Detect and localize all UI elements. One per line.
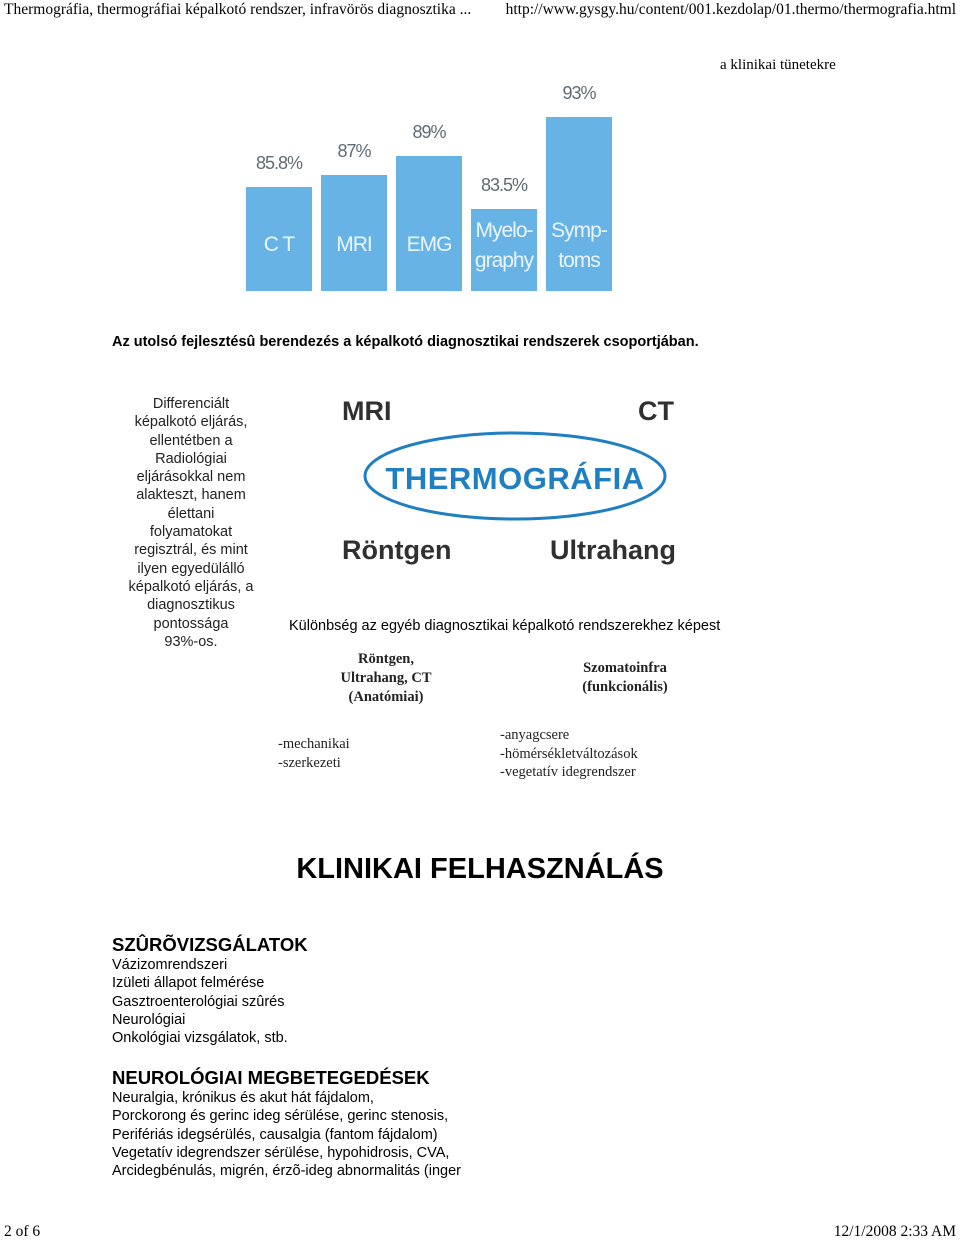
functional-heading-line: (funkcionális) bbox=[582, 679, 668, 695]
bar-category-label bbox=[471, 216, 537, 276]
screening-item: Gasztroenterológiai szûrés bbox=[112, 993, 285, 1010]
bar-category-label bbox=[246, 230, 312, 260]
functional-heading-line: Szomatoinfra bbox=[583, 660, 667, 676]
bar-category-label bbox=[546, 216, 612, 276]
description-line: 93%-os. bbox=[164, 633, 218, 650]
accuracy-bar-chart bbox=[244, 58, 610, 291]
screening-item: Onkológiai vizsgálatok, stb. bbox=[112, 1030, 288, 1047]
thermography-diagram bbox=[330, 390, 700, 580]
bar-category-label bbox=[321, 230, 387, 260]
bar-category-line: C T bbox=[263, 233, 295, 256]
neurological-item: Porckorong és gerinc ideg sérülése, gerinc stenosis, bbox=[112, 1108, 449, 1125]
bar-value-label: 87% bbox=[337, 141, 371, 162]
description-line: Differenciált bbox=[152, 396, 230, 412]
functional-item: -anyagcsere bbox=[500, 727, 570, 743]
screening-item: Neurológiai bbox=[112, 1011, 186, 1028]
anatomical-heading-line: Ultrahang, CT bbox=[340, 670, 432, 686]
anatomical-heading-line: Röntgen, bbox=[358, 651, 414, 667]
description-line: Radiológiai bbox=[155, 450, 227, 467]
description-line: regisztrál, és mint bbox=[134, 542, 248, 559]
functional-list bbox=[500, 726, 638, 782]
screening-item: Vázizomrendszeri bbox=[112, 957, 228, 973]
description-line: képalkotó eljárás, bbox=[134, 414, 248, 431]
bar bbox=[396, 156, 462, 291]
functional-heading bbox=[572, 659, 678, 697]
diagram-label-rontgen: Röntgen bbox=[342, 535, 452, 565]
description-line: eljárásokkal nem bbox=[136, 469, 246, 486]
bar-column bbox=[471, 58, 537, 291]
bar-column bbox=[321, 58, 387, 291]
neurological-list bbox=[112, 1089, 461, 1180]
thermography-description bbox=[118, 395, 264, 651]
functional-item: -hömérsékletváltozások bbox=[500, 745, 638, 762]
bar-category-line: EMG bbox=[406, 233, 452, 256]
description-line: képalkotó eljárás, a bbox=[128, 578, 254, 595]
page-url: http://www.gysgy.hu/content/001.kezdolap/01.thermo/thermografia.html bbox=[505, 1, 956, 18]
bar-value-label: 89% bbox=[412, 121, 446, 142]
print-date: 12/1/2008 2:33 AM bbox=[833, 1223, 956, 1240]
bar-category-label bbox=[396, 230, 462, 260]
bar-column bbox=[546, 58, 612, 291]
description-line: élettani bbox=[167, 505, 215, 522]
bar-column bbox=[246, 58, 312, 291]
browser-page-title: Thermográfia, thermográfiai képalkotó rendszer, infravörös diagnosztika ... bbox=[4, 1, 472, 18]
anatomical-heading bbox=[330, 650, 442, 707]
description-line: diagnosztikus bbox=[147, 597, 235, 614]
anatomical-list bbox=[278, 735, 350, 772]
bar-category-line: graphy bbox=[474, 249, 534, 272]
bar-category-line: toms bbox=[558, 249, 600, 272]
side-note: a klinikai tünetekre bbox=[720, 57, 836, 73]
functional-item: -vegetatív idegrendszer bbox=[500, 764, 636, 780]
bar-category-line: MRI bbox=[336, 233, 372, 256]
diagram-label-ultrahang: Ultrahang bbox=[550, 535, 677, 565]
bar-value-label: 93% bbox=[562, 83, 596, 104]
screening-item: Izületi állapot felmérése bbox=[112, 975, 265, 992]
bar-category-line: Myelo- bbox=[475, 219, 533, 242]
description-line: ellentétben a bbox=[149, 432, 233, 449]
page-number: 2 of 6 bbox=[4, 1223, 41, 1240]
neurological-title: NEUROLÓGIAI MEGBETEGEDÉSEK bbox=[112, 1067, 430, 1088]
anatomical-item: -szerkezeti bbox=[278, 754, 341, 771]
neurological-item: Neuralgia, krónikus és akut hát fájdalom, bbox=[112, 1090, 374, 1106]
neurological-item: Vegetatív idegrendszer sérülése, hypohidrosis, CVA, bbox=[112, 1144, 450, 1161]
neurological-item: Arcidegbénulás, migrén, érzõ-ideg abnormalitás (inger bbox=[112, 1163, 461, 1180]
description-line: alakteszt, hanem bbox=[136, 487, 246, 504]
screening-list bbox=[112, 956, 288, 1047]
comparison-caption: Különbség az egyéb diagnosztikai képalkotó rendszerekhez képest bbox=[289, 618, 721, 634]
bar-value-label: 83.5% bbox=[480, 174, 528, 195]
bar-category-line: Symp- bbox=[551, 219, 607, 242]
chart-caption: Az utolsó fejlesztésû berendezés a képalkotó diagnosztikai rendszerek csoportjában. bbox=[112, 334, 699, 350]
anatomical-item: -mechanikai bbox=[278, 736, 350, 752]
screening-title: SZÛRÕVIZSGÁLATOK bbox=[112, 934, 308, 955]
bar-value-label: 85.8% bbox=[255, 152, 303, 173]
section-heading-clinical-use: KLINIKAI FELHASZNÁLÁS bbox=[296, 853, 664, 885]
diagram-center-label: THERMOGRÁFIA bbox=[385, 461, 645, 496]
description-line: ilyen egyedülálló bbox=[137, 560, 245, 577]
diagram-label-ct: CT bbox=[638, 396, 674, 426]
anatomical-heading-line: (Anatómiai) bbox=[348, 689, 424, 705]
diagram-label-mri: MRI bbox=[342, 396, 392, 426]
bar-column bbox=[396, 58, 462, 291]
neurological-item: Perifériás idegsérülés, causalgia (fantom fájdalom) bbox=[112, 1126, 438, 1143]
description-line: pontossága bbox=[153, 615, 229, 632]
description-line: folyamatokat bbox=[149, 524, 233, 541]
